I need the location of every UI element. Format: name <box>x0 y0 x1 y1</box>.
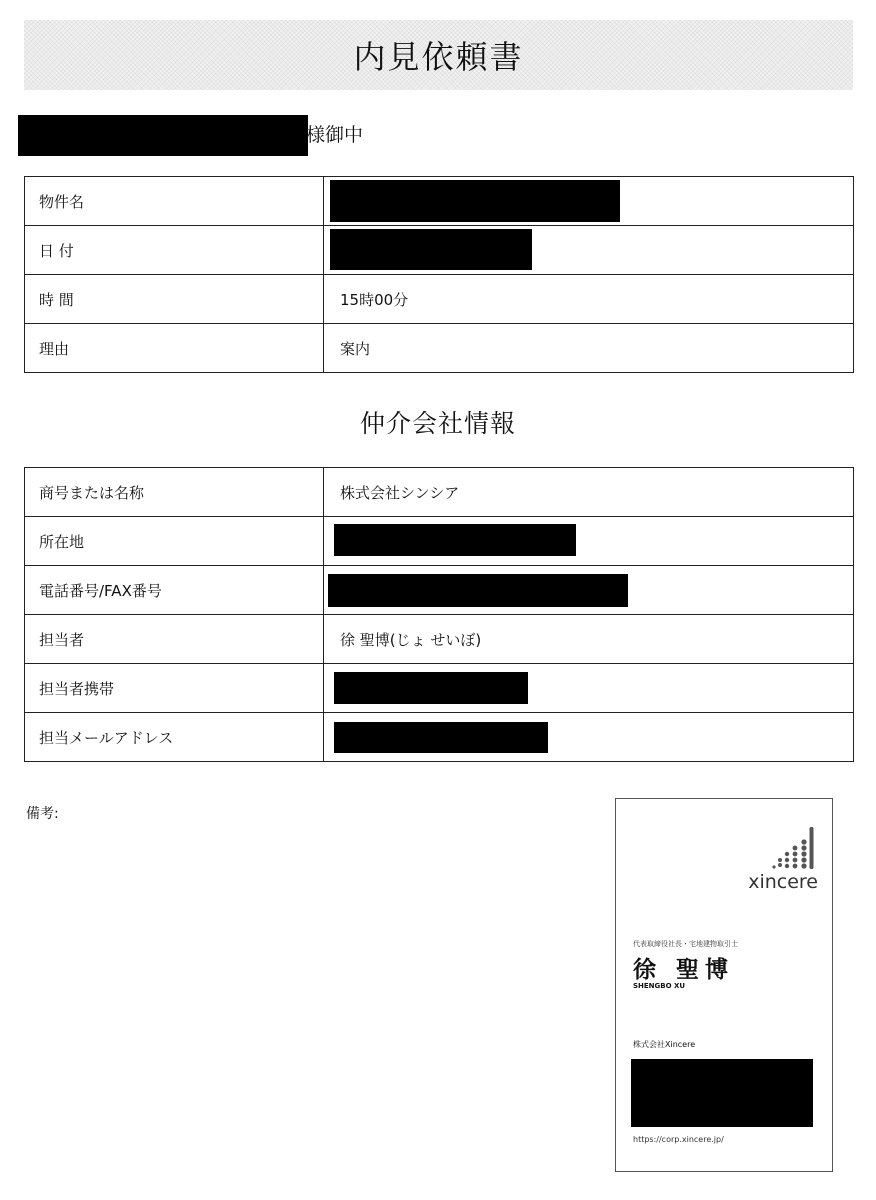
time-value: 15時00分 <box>324 275 854 324</box>
redacted-email <box>334 722 548 753</box>
redacted-phone-fax <box>328 574 628 607</box>
company-name-value: 株式会社シンシア <box>324 468 854 517</box>
card-person-romaji: SHENGBO XU <box>633 982 686 990</box>
table-row <box>25 275 854 324</box>
section-title: 仲介会社情報 <box>359 409 516 438</box>
phone-fax-value <box>324 566 854 615</box>
email-value <box>324 713 854 762</box>
table-row <box>25 713 854 762</box>
table-row <box>25 177 854 226</box>
redacted-property-name <box>330 180 620 222</box>
addressee-suffix: 様御中 <box>306 124 364 146</box>
row-label: 担当者携帯 <box>25 664 324 713</box>
row-label: 担当メールアドレス <box>25 713 324 762</box>
row-label: 日 付 <box>25 226 324 275</box>
row-label: 理由 <box>25 324 324 373</box>
card-brand-name: xincere <box>748 871 818 893</box>
row-label: 所在地 <box>25 517 324 566</box>
card-url: https://corp.xincere.jp/ <box>633 1135 724 1144</box>
redacted-mobile <box>334 672 528 704</box>
signal-bars-logo-icon <box>770 825 816 871</box>
card-role: 代表取締役社長・宅地建物取引士 <box>633 940 738 948</box>
row-label: 物件名 <box>25 177 324 226</box>
table-row <box>25 226 854 275</box>
row-label: 電話番号/FAX番号 <box>25 566 324 615</box>
row-label: 商号または名称 <box>25 468 324 517</box>
document-title: 内見依頼書 <box>353 38 524 76</box>
contact-person-value: 徐 聖博(じょ せいぼ) <box>324 615 854 664</box>
reason-value: 案内 <box>324 324 854 373</box>
remarks-label: 備考: <box>26 806 59 822</box>
business-card <box>615 798 833 1172</box>
broker-table <box>24 467 854 762</box>
table-row <box>25 468 854 517</box>
table-row <box>25 664 854 713</box>
card-company: 株式会社Xincere <box>633 1040 696 1049</box>
table-row <box>25 324 854 373</box>
address-value <box>324 517 854 566</box>
table-row <box>25 615 854 664</box>
table-row <box>25 566 854 615</box>
mobile-value <box>324 664 854 713</box>
redacted-addressee-name <box>18 115 308 156</box>
property-name-value <box>324 177 854 226</box>
date-value <box>324 226 854 275</box>
card-person-name: 徐 聖博 <box>633 957 735 983</box>
title-banner <box>24 20 853 90</box>
redacted-date <box>330 229 532 270</box>
table-row <box>25 517 854 566</box>
redacted-card-contact <box>631 1059 813 1127</box>
property-table <box>24 176 854 373</box>
row-label: 担当者 <box>25 615 324 664</box>
redacted-address <box>334 524 576 556</box>
row-label: 時 間 <box>25 275 324 324</box>
